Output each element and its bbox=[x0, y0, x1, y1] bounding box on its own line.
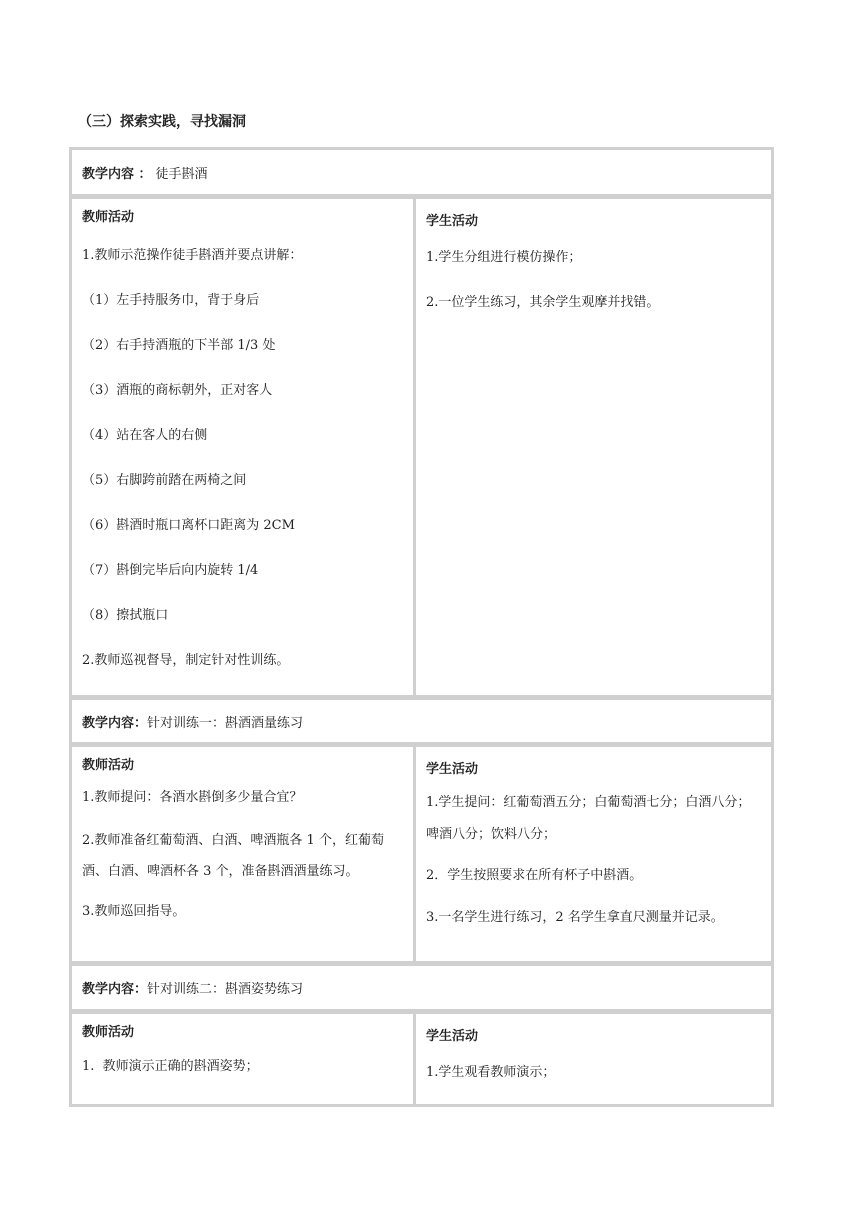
teacher-line: （2）右手持酒瓶的下半部 1/3 处 bbox=[82, 338, 276, 353]
student-line: 1.学生观看教师演示； bbox=[426, 1065, 556, 1080]
content-value: 针对训练二：斟酒姿势练习 bbox=[147, 982, 304, 997]
student-activity-cell bbox=[416, 1014, 771, 1104]
teacher-line: （8）擦拭瓶口 bbox=[82, 608, 169, 623]
student-line: 2.一位学生练习，其余学生观摩并找错。 bbox=[426, 295, 660, 310]
lesson-table bbox=[69, 148, 774, 1107]
student-activity-cell bbox=[416, 199, 771, 695]
content-row-3 bbox=[69, 963, 774, 1012]
teacher-line: （7）斟倒完毕后向内旋转 1/4 bbox=[82, 563, 259, 578]
content-value: 针对训练一：斟酒酒量练习 bbox=[147, 715, 304, 731]
content-value: 徒手斟酒 bbox=[155, 166, 208, 182]
teacher-line: 1. 教师演示正确的斟酒姿势； bbox=[82, 1059, 259, 1074]
teacher-line: （5）右脚跨前踏在两椅之间 bbox=[82, 473, 247, 488]
teacher-activity-header: 教师活动 bbox=[82, 210, 135, 225]
teacher-line: （3）酒瓶的商标朝外，正对客人 bbox=[82, 383, 273, 398]
content-row-1 bbox=[69, 147, 774, 197]
content-row-2 bbox=[69, 697, 774, 745]
teacher-activity-header: 教师活动 bbox=[82, 1025, 135, 1040]
teacher-line: （1）左手持服务巾，背于身后 bbox=[82, 293, 260, 308]
teacher-line: 2.教师巡视督导，制定针对性训练。 bbox=[82, 653, 290, 668]
teacher-activity-cell bbox=[72, 1014, 416, 1104]
activity-row-3 bbox=[69, 1011, 774, 1107]
student-activity-header: 学生活动 bbox=[426, 762, 479, 777]
teacher-line: （6）斟酒时瓶口离杯口距离为 2CM bbox=[82, 518, 295, 533]
teacher-line: 3.教师巡回指导。 bbox=[82, 904, 186, 919]
student-line: 3.一名学生进行练习，2 名学生拿直尺测量并记录。 bbox=[426, 910, 724, 925]
teacher-line: 2.教师准备红葡萄酒、白酒、啤酒瓶各 1 个，红葡萄酒、白酒、啤酒杯各 3 个，准备斟酒酒量练习。 bbox=[82, 833, 384, 879]
teacher-line: 1.教师示范操作徒手斟酒并要点讲解： bbox=[82, 248, 303, 263]
student-line: 1.学生提问：红葡萄酒五分；白葡萄酒七分；白酒八分；啤酒八分；饮料八分； bbox=[426, 795, 751, 842]
teacher-activity-header: 教师活动 bbox=[82, 758, 135, 773]
activity-row-1 bbox=[69, 196, 774, 698]
teacher-activity-cell bbox=[72, 747, 416, 961]
student-line: 1.学生分组进行模仿操作； bbox=[426, 250, 582, 265]
teacher-line: （4）站在客人的右侧 bbox=[82, 428, 208, 443]
student-activity-cell bbox=[416, 747, 771, 961]
content-label: 教学内容： bbox=[82, 715, 148, 731]
student-activity-header: 学生活动 bbox=[426, 1029, 479, 1044]
teacher-activity-cell bbox=[72, 199, 416, 695]
student-activity-header: 学生活动 bbox=[426, 214, 479, 229]
content-label: 教学内容： bbox=[82, 982, 148, 997]
student-line: 2．学生按照要求在所有杯子中斟酒。 bbox=[426, 868, 643, 883]
section-heading: （三）探索实践，寻找漏洞 bbox=[78, 114, 246, 130]
content-label: 教学内容 ： bbox=[82, 166, 152, 182]
activity-row-2 bbox=[69, 744, 774, 964]
teacher-line: 1.教师提问：各酒水斟倒多少量合宜？ bbox=[82, 790, 303, 805]
